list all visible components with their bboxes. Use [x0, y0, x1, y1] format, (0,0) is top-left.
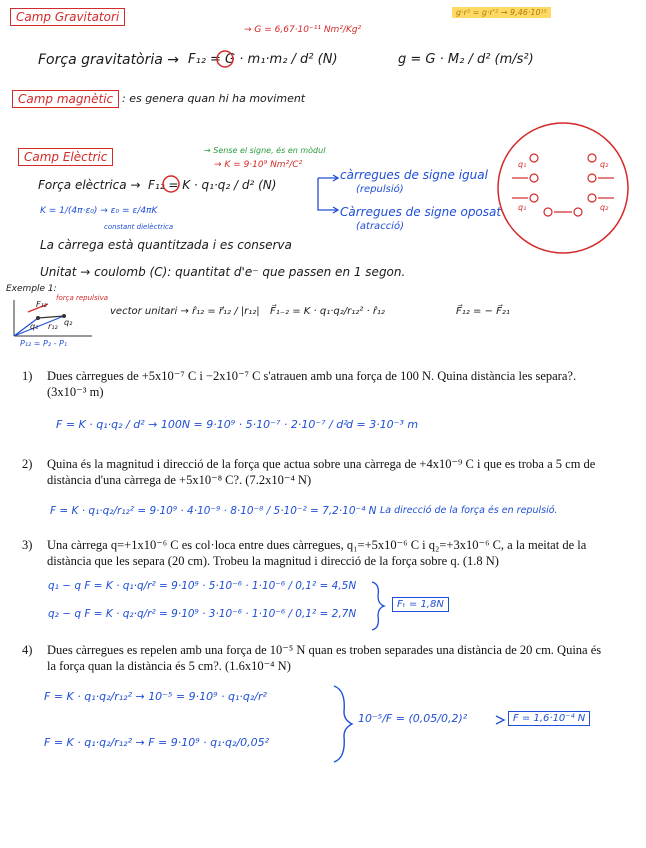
circle-label-3: q₁ — [518, 203, 527, 212]
problem-2-work-line-1: F = K · q₁·q₂/r₁₂² = 9·10⁹ · 4·10⁻⁹ · 8·10⁻⁸ / 5·10⁻² = 7,2·10⁻⁴ N — [50, 505, 377, 517]
problem-3-work-line-1: q₁ − q F = K · q₁·q/r² = 9·10⁹ · 5·10⁻⁶ · 1·10⁻⁶ / 0,1² = 4,5N — [48, 580, 357, 592]
highlighted-note: g·r² = g·r'² → 9,46·10¹⁵ — [452, 7, 551, 18]
problem-3-result-box: Fₜ = 1,8N — [392, 597, 449, 612]
gravitational-field-formula: g = G · M₂ / d² (m/s²) — [398, 52, 534, 67]
same-sign-note: (repulsió) — [356, 184, 404, 195]
electric-title: Camp Elèctric — [18, 148, 113, 166]
point-label-f12: F₁₂ — [36, 300, 48, 309]
problem-4-number: 4) — [22, 643, 33, 657]
circle-label-4: q₂ — [600, 203, 609, 212]
reciprocal-force-formula: F⃗₁₂ = − F⃗₂₁ — [456, 306, 510, 317]
example-title: Exemple 1: — [6, 284, 57, 294]
opposite-sign-text: Càrregues de signe oposat — [340, 205, 502, 219]
problem-3-work-line-2: q₂ − q F = K · q₂·q/r² = 9·10⁹ · 3·10⁻⁶ · 1·10⁻⁶ / 0,1² = 2,7N — [48, 608, 357, 620]
problem-4-text: Dues càrregues es repelen amb una força de 10⁻⁵ N quan es troben separades una distància de 20 cm. Quina és la força quan la distància és 5 cm?. (1.6x10⁻⁴ N) — [47, 643, 602, 673]
point-label-q2: q₂ — [64, 318, 73, 327]
problem-4-work-line-2: F = K · q₁·q₂/r₁₂² → F = 9·10⁹ · q₁·q₂/0,05² — [44, 736, 270, 749]
k-definition-note: constant dielèctrica — [104, 223, 174, 231]
force-repulsive-note: força repulsiva — [56, 294, 109, 302]
k-constant-value: → K = 9·10⁹ Nm²/C² — [214, 160, 303, 170]
point-label-q1: q₁ — [30, 322, 39, 331]
electric-force-formula: F₁₂ = K · q₁·q₂ / d² (N) — [148, 178, 277, 192]
force-vector-formula: F⃗₁₋₂ = K · q₁·q₂/r₁₂² · r̂₁₂ — [270, 306, 385, 317]
problem-1-work-result: d = 3·10⁻³ m — [346, 418, 419, 431]
charge-quantized-text: La càrrega està quantitzada i es conserva — [40, 238, 292, 252]
sign-note: → Sense el signe, és en mòdul — [204, 146, 326, 155]
gravitational-force-formula: F₁₂ = G · m₁·m₂ / d² (N) — [188, 52, 338, 67]
problem-3-number: 3) — [22, 538, 33, 552]
problem-2-work-conclusion: La direcció de la força és en repulsió. — [380, 505, 558, 516]
unit-vector-formula: vector unitari → r̂₁₂ = r⃗₁₂ / |r₁₂| — [110, 306, 260, 317]
magnetic-text: : es genera quan hi ha moviment — [122, 92, 306, 105]
problem-1-number: 1) — [22, 369, 33, 383]
circle-label-1: q₁ — [518, 160, 527, 169]
magnetic-title: Camp magnètic — [12, 90, 119, 108]
problem-2-number: 2) — [22, 457, 33, 471]
point-label-r12: r₁₂ — [48, 322, 58, 331]
position-vector-label: P₁₂ = P₂ - P₁ — [20, 339, 68, 348]
coulomb-unit-text: Unitat → coulomb (C): quantitat d'e⁻ que passen en 1 segon. — [40, 265, 406, 279]
problem-2-text: Quina és la magnitud i direcció de la força que actua sobre una càrrega de +4x10⁻⁹ C i que es troba a 5 cm de distància d'una càrrega de +5x10⁻⁸ C?. (7.2x10⁻⁴ N) — [47, 457, 596, 487]
problem-1-text: Dues càrregues de +5x10⁻⁷ C i −2x10⁻⁷ C s'atrauen amb una força de 100 N. Quina distància les separa?. (3x10⁻³ m) — [47, 369, 577, 399]
same-sign-text: càrregues de signe igual — [340, 168, 488, 182]
opposite-sign-note: (atracció) — [356, 221, 404, 232]
problem-4-result-box: F = 1,6·10⁻⁴ N — [508, 711, 590, 726]
gravitational-force-label: Força gravitatòria → — [38, 52, 180, 68]
k-definition: K = 1/(4π·ε₀) → ε₀ = ε/4πK — [40, 206, 158, 216]
problem-4-work-line-1: F = K · q₁·q₂/r₁₂² → 10⁻⁵ = 9·10⁹ · q₁·q₂/r² — [44, 690, 267, 703]
problem-3-text: Una càrrega q=+1x10⁻⁶ C es col·loca entre dues càrregues, q₁=+5x10⁻⁶ C i q₂=+3x10⁻⁶ C, a la meitat de la distància que les separa (20 cm). Trobeu la magnitud i direcció de la força sobre q. (1.8 N) — [47, 538, 587, 568]
circle-label-2: q₂ — [600, 160, 609, 169]
problem-4-ratio: 10⁻⁵/F = (0,05/0,2)² — [358, 712, 468, 725]
gravity-title: Camp Gravitatori — [10, 8, 125, 26]
g-constant-value: → G = 6,67·10⁻¹¹ Nm²/Kg² — [244, 25, 362, 35]
electric-force-label: Força elèctrica → — [38, 178, 141, 192]
problem-1-work-line-1: F = K · q₁·q₂ / d² → 100N = 9·10⁹ · 5·10⁻⁷ · 2·10⁻⁷ / d² — [56, 418, 348, 431]
